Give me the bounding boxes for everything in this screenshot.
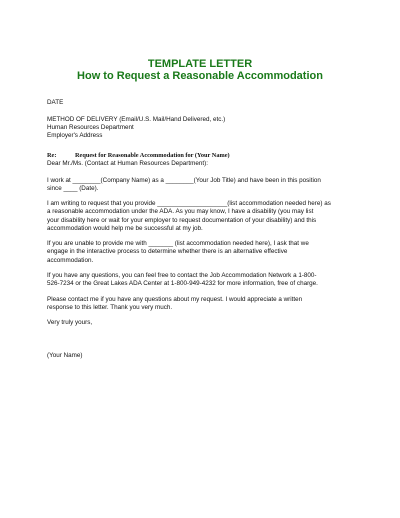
recipient-department: Human Resources Department [47,124,134,131]
paragraph-contact-info: If you have any questions, you can feel free to contact the Job Accommodation Network a 1-800- 526-7234 or the Great Lakes ADA Center at 1-800-949-4232 for more information, free of charge. [47,272,318,288]
re-label: Re: [47,152,57,159]
letter-subtitle: How to Request a Reasonable Accommodation [77,70,323,82]
paragraph-interactive-process: If you are unable to provide me with _______ (list accommodation needed here), I ask that we engage in the interactive process to determine whether there is an alternative effective accommodation. [47,240,309,264]
date-label: DATE [47,99,64,106]
salutation: Dear Mr./Ms. (Contact at Human Resources Department): [47,160,208,167]
recipient-address: Employer's Address [47,132,103,139]
paragraph-employment: I work at ________(Company Name) as a ________(Your Job Title) and have been in this position since ____ (Date). [47,177,321,193]
re-subject: Request for Reasonable Accommodation for (Your Name) [75,152,230,159]
letter-title: TEMPLATE LETTER [147,58,253,70]
paragraph-request: I am writing to request that you provide ____________________(list accommodation needed here) as a reasonable accommodation under the ADA. As you may know, I have a disability (you may list your disability here or wait for your employer to request documentation of your disability) and this accommodation would help me be successful at my job. [47,200,331,233]
method-of-delivery: METHOD OF DELIVERY (Email/U.S. Mail/Hand Delivered, etc.) [47,116,226,123]
paragraph-closing-request: Please contact me if you have any questions about my request. I would appreciate a written response to this letter. Thank you very much. [47,296,303,312]
closing: Very truly yours, [47,319,93,326]
signature-placeholder: (Your Name) [47,352,83,359]
